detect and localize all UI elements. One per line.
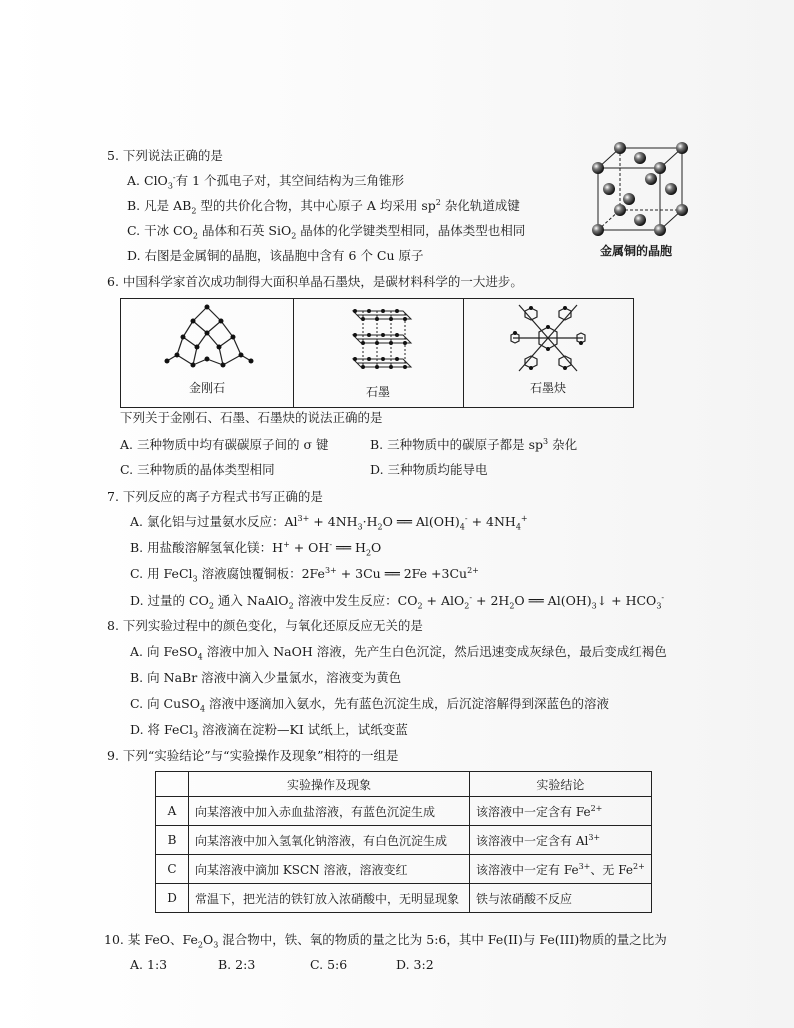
q7-option-b[interactable] — [130, 540, 381, 556]
q9-row-b[interactable] — [156, 826, 652, 855]
q9-header-operation: 实验操作及现象 — [189, 772, 470, 797]
q7-option-b-text: 用盐酸溶解氢氧化镁：H+ + OH- ══ $H_2O$ — [147, 539, 382, 558]
q6-option-d-text: 三种物质均能导电 — [387, 462, 488, 477]
graphdiyne-label: 石墨炔 — [529, 381, 566, 395]
q5-option-a[interactable] — [127, 173, 404, 189]
q8-option-d[interactable] — [130, 722, 408, 738]
q5-option-d[interactable] — [127, 248, 424, 264]
q9-row-a[interactable] — [156, 797, 652, 826]
q6-option-a-text: 三种物质中均有碳碳原子间的 σ 键 — [137, 437, 329, 452]
q7-option-a-letter: A. — [130, 514, 144, 529]
q5-option-b[interactable] — [127, 198, 520, 214]
q9-stem: 9. 下列“实验结论”与“实验操作及现象”相符的一组是 — [107, 748, 399, 763]
diamond-cell — [121, 299, 294, 407]
q7-option-b-letter: B. — [130, 540, 144, 555]
q8-stem: 8. 下列实验过程中的颜色变化，与氧化还原反应无关的是 — [107, 618, 423, 633]
q6-option-a-letter: A. — [120, 437, 134, 452]
q7-option-c-text: 用 FeCl$_3$ 溶液腐蚀覆铜板：$2Fe^{3+} + 3Cu$ ══ $2Fe +3Cu^{2+}$ — [147, 565, 479, 584]
q9-row-conclusion: 该溶液中一定有 $Fe^{3+}$、无 $Fe^{2+}$ — [470, 855, 652, 884]
q5-option-c-letter: C. — [127, 223, 141, 238]
q5-option-d-text: 右图是金属铜的晶胞，该晶胞中含有 6 个 Cu 原子 — [144, 248, 424, 263]
graphite-structure-icon — [293, 299, 463, 377]
q10-option-c[interactable] — [310, 957, 347, 973]
q6-option-d[interactable] — [370, 462, 488, 478]
graphdiyne-cell — [463, 299, 633, 407]
q6-option-c-text: 三种物质的晶体类型相同 — [137, 462, 275, 477]
graphite-label: 石墨 — [365, 385, 390, 399]
q6-option-c[interactable] — [120, 462, 275, 478]
q8-option-a-letter: A. — [130, 644, 144, 659]
q8-option-c-letter: C. — [130, 696, 144, 711]
diamond-label: 金刚石 — [188, 381, 225, 395]
q8-option-c-text: 向 CuSO$_4$ 溶液中逐滴加入氨水，先有蓝色沉淀生成，后沉淀溶解得到深蓝色的溶液 — [147, 696, 610, 714]
q7-option-a[interactable] — [130, 514, 528, 530]
q5-option-d-letter: D. — [127, 248, 141, 263]
graphdiyne-structure-icon — [463, 299, 633, 377]
q6-option-c-letter: C. — [120, 462, 134, 477]
q7-option-d-text: 过量的 $CO_2$ 通入 NaAlO$_2$ 溶液中发生反应：$CO_2 + AlO_2^- + 2H_2O$ ══ $Al(OH)_3↓ + HCO_3^-$ — [147, 592, 665, 611]
q10-option-c-text: 5:6 — [327, 957, 348, 972]
q8-option-a[interactable] — [130, 644, 667, 660]
q9-row-letter: A — [156, 797, 189, 826]
q10-option-a-letter: A. — [130, 957, 144, 972]
graphite-cell — [293, 299, 464, 407]
q8-option-b-letter: B. — [130, 670, 144, 685]
q5-option-a-text: ClO$_3$-有 1 个孤电子对，其空间结构为三角锥形 — [144, 172, 405, 191]
q8-option-a-text: 向 FeSO$_4$ 溶液中加入 NaOH 溶液，先产生白色沉淀，然后迅速变成灰绿色，最后变成红褐色 — [147, 644, 667, 662]
q8-option-b-text: 向 NaBr 溶液中滴入少量氯水，溶液变为黄色 — [147, 670, 402, 685]
q9-header-row — [156, 772, 652, 797]
q5-stem: 5. 下列说法正确的是 — [107, 148, 223, 163]
q7-option-d[interactable] — [130, 593, 664, 609]
diamond-structure-icon — [121, 299, 293, 377]
q10-option-d[interactable] — [396, 957, 434, 973]
q6-option-b[interactable] — [370, 437, 577, 453]
q8-option-c[interactable] — [130, 696, 609, 712]
q10-option-b[interactable] — [218, 957, 255, 973]
carbon-structures-table — [120, 298, 634, 408]
q9-row-d[interactable] — [156, 884, 652, 913]
q7-option-c-letter: C. — [130, 566, 144, 581]
q9-row-letter: D — [156, 884, 189, 913]
q9-header-letter — [156, 772, 189, 797]
q10-stem: 10. 某 FeO、$Fe_2O_3$ 混合物中，铁、氧的物质的量之比为 5:6，其中 Fe(II)与 Fe(III)物质的量之比为 — [104, 932, 667, 950]
q6-option-b-text: 三种物质中的碳原子都是 $sp^3$ 杂化 — [387, 436, 578, 452]
q10-option-b-letter: B. — [218, 957, 232, 972]
q10-option-d-text: 3:2 — [413, 957, 434, 972]
q9-row-letter: B — [156, 826, 189, 855]
q9-header-conclusion: 实验结论 — [470, 772, 652, 797]
q10-option-b-text: 2:3 — [235, 957, 256, 972]
q9-row-conclusion: 铁与浓硝酸不反应 — [470, 884, 652, 913]
q9-row-c[interactable] — [156, 855, 652, 884]
q10-option-a-text: 1:3 — [147, 957, 168, 972]
q7-stem: 7. 下列反应的离子方程式书写正确的是 — [107, 489, 323, 504]
q10-option-c-letter: C. — [310, 957, 324, 972]
copper-unit-cell-figure — [588, 140, 692, 238]
q9-row-operation: 向某溶液中加入氢氧化钠溶液，有白色沉淀生成 — [189, 826, 470, 855]
q8-option-b[interactable] — [130, 670, 401, 686]
q6-option-d-letter: D. — [370, 462, 384, 477]
q5-option-a-letter: A. — [127, 173, 141, 188]
q5-option-c-text: 干冰 $CO_2$ 晶体和石英 SiO$_2$ 晶体的化学键类型相同，晶体类型也相同 — [144, 223, 526, 241]
q7-option-d-letter: D. — [130, 593, 144, 608]
q7-option-c[interactable] — [130, 566, 479, 582]
q6-option-a[interactable] — [120, 437, 328, 453]
q9-row-conclusion: 该溶液中一定含有 $Al^{3+}$ — [470, 826, 652, 855]
q7-option-a-text: 氯化铝与过量氨水反应：$Al^{3+} + 4NH_3\cdot H_2O$ ══ $Al(OH)_4^- + 4NH_4^+$ — [147, 513, 528, 532]
q9-row-conclusion: 该溶液中一定含有 $Fe^{2+}$ — [470, 797, 652, 826]
q6-prompt: 下列关于金刚石、石墨、石墨炔的说法正确的是 — [120, 410, 383, 425]
q5-option-b-text: 凡是 $AB_2$ 型的共价化合物，其中心原子 A 均采用 $sp^2$ 杂化轨道成键 — [144, 197, 520, 216]
q9-row-operation: 向某溶液中加入赤血盐溶液，有蓝色沉淀生成 — [189, 797, 470, 826]
q8-option-d-text: 将 FeCl$_3$ 溶液滴在淀粉—KI 试纸上，试纸变蓝 — [147, 722, 408, 740]
q10-option-d-letter: D. — [396, 957, 410, 972]
q9-row-letter: C — [156, 855, 189, 884]
copper-cell-caption: 金属铜的晶胞 — [600, 244, 673, 258]
q9-experiment-table — [155, 771, 652, 913]
q10-option-a[interactable] — [130, 957, 167, 973]
q6-option-b-letter: B. — [370, 437, 384, 452]
q8-option-d-letter: D. — [130, 722, 144, 737]
q5-option-b-letter: B. — [127, 198, 141, 213]
q5-option-c[interactable] — [127, 223, 525, 239]
q6-stem: 6. 中国科学家首次成功制得大面积单晶石墨炔，是碳材料科学的一大进步。 — [107, 274, 523, 289]
q9-row-operation: 向某溶液中滴加 KSCN 溶液，溶液变红 — [189, 855, 470, 884]
q9-row-operation: 常温下，把光洁的铁钉放入浓硝酸中，无明显现象 — [189, 884, 470, 913]
